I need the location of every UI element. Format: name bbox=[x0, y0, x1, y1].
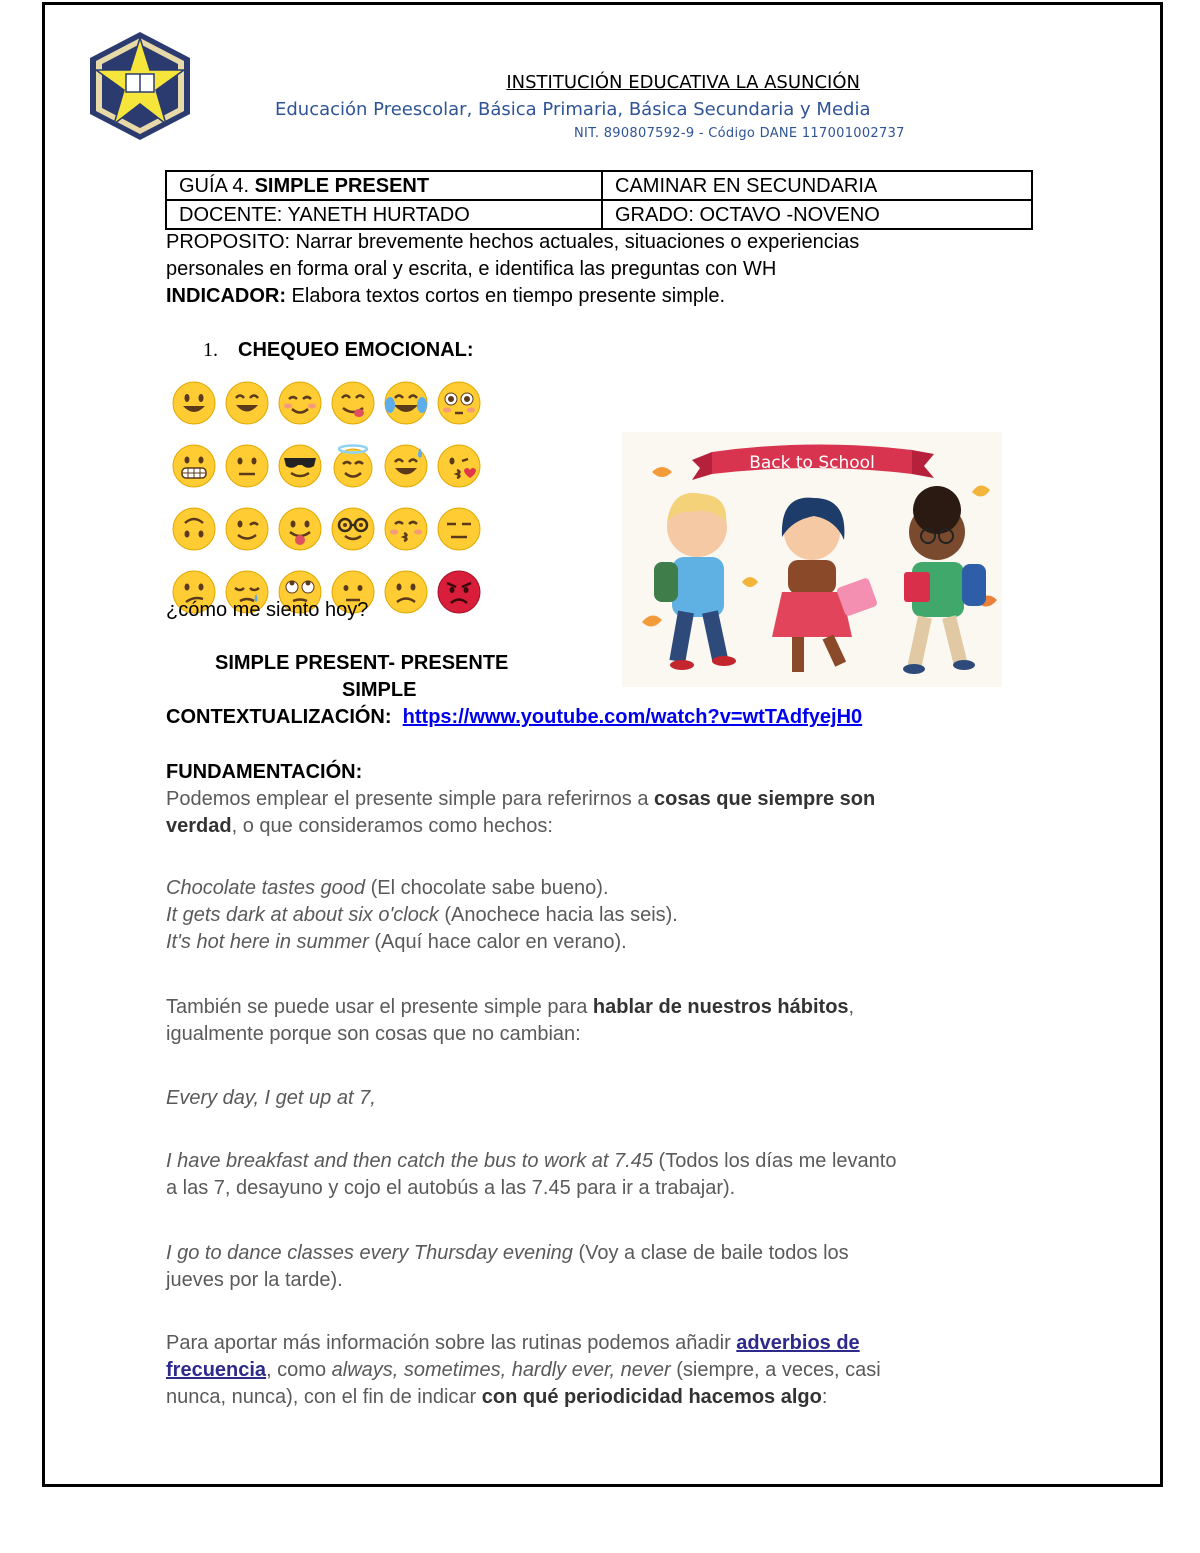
sweat-smile-icon bbox=[384, 444, 428, 488]
table-row bbox=[166, 171, 1032, 200]
example-english: I have breakfast and then catch the bus to work at 7.45 bbox=[166, 1150, 653, 1172]
section-heading-line-1: SIMPLE PRESENT- PRESENTE bbox=[215, 652, 509, 674]
paragraph-1-line-2 bbox=[166, 813, 553, 840]
expressionless-face-icon bbox=[437, 507, 481, 551]
neutral-face-icon bbox=[225, 444, 269, 488]
text-span: , bbox=[848, 996, 855, 1018]
contextualization-label: CONTEXTUALIZACIÓN: bbox=[166, 706, 392, 728]
example-1 bbox=[166, 875, 609, 902]
back-to-school-illustration bbox=[622, 432, 1002, 687]
kissing-blush-icon bbox=[384, 507, 428, 551]
school-logo bbox=[86, 30, 194, 142]
example-4: Every day, I get up at 7, bbox=[166, 1087, 376, 1109]
example-english: It gets dark at about six o'clock bbox=[166, 904, 439, 926]
halo-face-icon bbox=[331, 444, 375, 488]
section-heading-line-2: SIMPLE bbox=[342, 679, 417, 701]
emphasis-text: verdad bbox=[166, 815, 232, 837]
emoji-grid bbox=[172, 381, 496, 614]
emotional-check-heading: CHEQUEO EMOCIONAL: bbox=[238, 339, 474, 361]
emphasis-text: cosas que siempre son bbox=[654, 788, 876, 810]
table-row bbox=[166, 200, 1032, 229]
guide-info-table bbox=[165, 170, 1033, 230]
example-6-line-1 bbox=[166, 1240, 849, 1267]
example-spanish: (Voy a clase de baile todos los bbox=[572, 1242, 849, 1264]
purpose-line-2: personales en forma oral y escrita, e identifica las preguntas con WH bbox=[166, 258, 777, 280]
grimacing-face-icon bbox=[172, 444, 216, 488]
indicator-text: Elabora textos cortos en tiempo presente simple. bbox=[286, 285, 726, 307]
guide-prefix: GUÍA 4. bbox=[179, 175, 255, 197]
purpose-line-1: PROPOSITO: Narrar brevemente hechos actuales, situaciones o experiencias bbox=[166, 231, 860, 253]
tongue-out-face-icon bbox=[278, 507, 322, 551]
program-cell: CAMINAR EN SECUNDARIA bbox=[602, 171, 1032, 200]
example-spanish: (Aquí hace calor en verano). bbox=[368, 931, 627, 953]
example-english: It's hot here in summer bbox=[166, 931, 369, 953]
institution-subtitle: Educación Preescolar, Básica Primaria, Básica Secundaria y Media bbox=[275, 99, 871, 120]
paragraph-3-line-3 bbox=[166, 1384, 827, 1411]
fundamentacion-heading: FUNDAMENTACIÓN: bbox=[166, 761, 363, 783]
example-spanish: (El chocolate sabe bueno). bbox=[365, 877, 609, 899]
list-number: 1. bbox=[203, 339, 218, 361]
text-span: (siempre, a veces, casi bbox=[670, 1359, 881, 1381]
frequency-link[interactable]: frecuencia bbox=[166, 1359, 267, 1381]
text-span: También se puede usar el presente simple para bbox=[166, 996, 593, 1018]
text-span: : bbox=[821, 1386, 828, 1408]
grinning-face-icon bbox=[172, 381, 216, 425]
guide-cell bbox=[166, 171, 602, 200]
example-5-line-1 bbox=[166, 1148, 896, 1175]
example-english: Chocolate tastes good bbox=[166, 877, 366, 899]
paragraph-3-line-2 bbox=[166, 1357, 881, 1384]
paragraph-2-line-1 bbox=[166, 994, 854, 1021]
example-3 bbox=[166, 929, 627, 956]
frowning-face-icon bbox=[384, 570, 428, 614]
blushing-smile-icon bbox=[278, 381, 322, 425]
upside-down-face-icon bbox=[172, 507, 216, 551]
text-span: , o que consideramos como hechos: bbox=[231, 815, 553, 837]
indicator-line bbox=[166, 283, 725, 310]
sunglasses-face-icon bbox=[278, 444, 322, 488]
feeling-question: ¿cómo me siento hoy? bbox=[166, 599, 369, 621]
teacher-cell: DOCENTE: YANETH HURTADO bbox=[166, 200, 602, 229]
text-span: , como bbox=[266, 1359, 332, 1381]
example-spanish: (Anochece hacia las seis). bbox=[438, 904, 678, 926]
text-span: Podemos emplear el presente simple para referirnos a bbox=[166, 788, 655, 810]
institution-nit: NIT. 890807592-9 - Código DANE 117001002737 bbox=[574, 126, 905, 141]
indicator-label: INDICADOR: bbox=[166, 285, 286, 307]
example-english: I go to dance classes every Thursday evening bbox=[166, 1242, 573, 1264]
adverb-examples: always, sometimes, hardly ever, never bbox=[331, 1359, 671, 1381]
banner-text: Back to School bbox=[749, 453, 875, 473]
example-6-line-2: jueves por la tarde). bbox=[166, 1269, 343, 1291]
adverbs-link[interactable]: adverbios de bbox=[736, 1332, 860, 1354]
guide-title: SIMPLE PRESENT bbox=[254, 175, 430, 197]
contextualization-line bbox=[166, 704, 862, 731]
winking-face-icon bbox=[225, 507, 269, 551]
text-span: nunca, nunca), con el fin de indicar bbox=[166, 1386, 482, 1408]
flushed-face-icon bbox=[437, 381, 481, 425]
nerd-face-icon bbox=[331, 507, 375, 551]
paragraph-1-line-1 bbox=[166, 786, 875, 813]
institution-title: INSTITUCIÓN EDUCATIVA LA ASUNCIÓN bbox=[506, 72, 860, 93]
paragraph-3-line-1 bbox=[166, 1330, 860, 1357]
youtube-link[interactable]: https://www.youtube.com/watch?v=wtTAdfyejH0 bbox=[402, 706, 863, 728]
kissing-heart-icon bbox=[437, 444, 481, 488]
angry-face-icon bbox=[437, 570, 481, 614]
smiling-eyes-grin-icon bbox=[225, 381, 269, 425]
text-span: Para aportar más información sobre las rutinas podemos añadir bbox=[166, 1332, 737, 1354]
emphasis-text: con qué periodicidad hacemos algo bbox=[481, 1386, 822, 1408]
example-2 bbox=[166, 902, 678, 929]
tears-of-joy-icon bbox=[384, 381, 428, 425]
yum-face-icon bbox=[331, 381, 375, 425]
emphasis-text: hablar de nuestros hábitos bbox=[592, 996, 849, 1018]
example-spanish: (Todos los días me levanto bbox=[652, 1150, 897, 1172]
grade-cell: GRADO: OCTAVO -NOVENO bbox=[602, 200, 1032, 229]
paragraph-2-line-2: igualmente porque son cosas que no cambian: bbox=[166, 1023, 581, 1045]
example-5-line-2: a las 7, desayuno y cojo el autobús a las 7.45 para ir a trabajar). bbox=[166, 1177, 736, 1199]
